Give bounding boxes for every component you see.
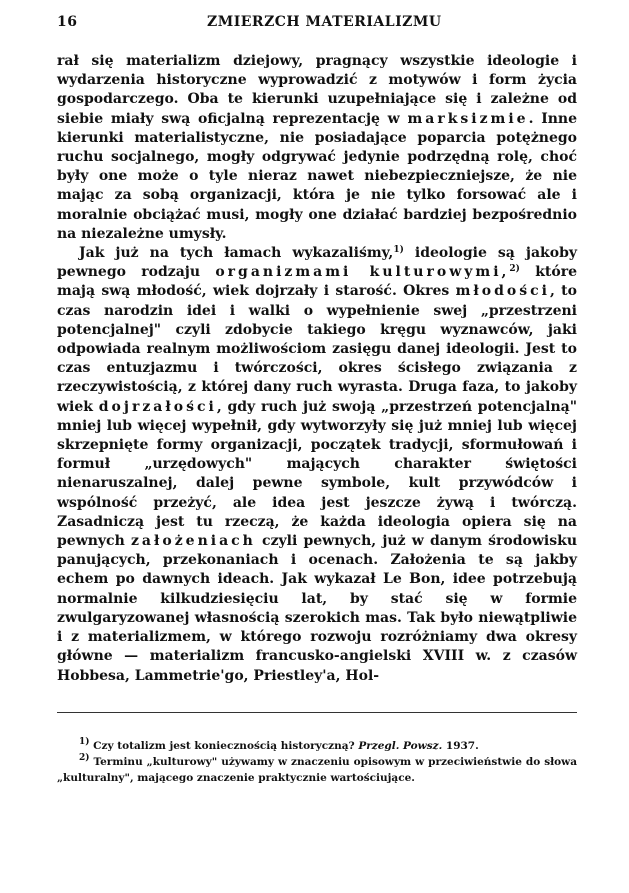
running-title: ZMIERZCH MATERIALIZMU xyxy=(207,14,442,30)
text-run: Jak już na tych łamach wykazaliśmy, xyxy=(79,245,394,262)
footnote-ref: 2) xyxy=(509,264,520,275)
footnote-mark: 1) xyxy=(79,737,90,747)
spaced-term: dojrzałości xyxy=(98,398,217,415)
footnote-year: 1937. xyxy=(442,740,479,752)
spaced-term: organizmami kulturowymi, xyxy=(215,264,510,281)
spaced-term: założeniach xyxy=(130,533,256,550)
text-run: ideologie są jakoby pewnego rodzaju xyxy=(57,245,577,281)
body-text xyxy=(57,52,577,686)
footnote-rule xyxy=(57,712,577,713)
footnote-2 xyxy=(57,754,577,786)
paragraph xyxy=(57,244,577,686)
footnote-1 xyxy=(57,738,577,754)
footnote-mark: 2) xyxy=(79,753,90,763)
page-number: 16 xyxy=(57,14,78,30)
footnote-text: Czy totalizm jest koniecznością historyczną? xyxy=(89,740,359,752)
text-run: , gdy ruch już swoją „przestrzeń potencjalną" mniej lub więcej wypełnił, gdy wytworzyły się już mniej lub więcej skrzepnięte formy organizacji, początek tradycji, sformułowań i formuł „urzędowych" mających charakter świętości nienaruszalnej, dalej pewne symbole, kult przywódców i wspólność przeżyć, ale idea jest jeszcze żywą i twórczą. Zasadniczą jest tu rzeczą, że każda ideologia opiera się na pewnych xyxy=(57,398,577,550)
footnote-source: Przegl. Powsz. xyxy=(358,740,443,752)
text-run: czyli pewnych, już w danym środowisku panujących, przekonaniach i ocenach. Założenia te są jakby echem po dawnych ideach. Jak wykazał Le Bon, idee potrzebują normalnie kilkudziesięciu lat, by stać się w formie zwulgaryzowanej własnością szerokich mas. Tak było niewątpliwie i z materializmem, w którego rozwoju rozróżniamy dwa okresy główne — materializm francusko-angielski XVIII w. z czasów Hobbesa, Lammetrie'go, Priestley'a, Hol- xyxy=(57,533,578,684)
footnote-text: Terminu „kulturowy" używamy w znaczeniu opisowym w przeciwieństwie do słowa „kulturalny", mającego znaczenie praktycznie wartościujące. xyxy=(57,756,577,784)
paragraph xyxy=(57,52,577,244)
footnotes xyxy=(57,738,577,786)
text-run: które mają swą młodość, wiek dojrzały i starość. Okres xyxy=(57,264,577,300)
spaced-term: marksizmie xyxy=(407,110,529,127)
footnote-ref: 1) xyxy=(393,245,404,256)
text-run: , to czas narodzin idei i walki o wypełnienie swej „przestrzeni potencjalnej" czyli zdobycie takiego kręgu wyznawców, jaki odpowiada realnym możliwościom zasięgu danej ideologii. Jest to czas entuzjazmu i twórczości, okres ścisłego związania z rzeczywistością, z której dany ruch wyrasta. Druga faza, to jakoby wiek xyxy=(57,283,577,415)
text-run: rał się materializm dziejowy, pragnący wszystkie ideologie i wydarzenia historyczne wyprowadzić z motywów i form życia gospodarczego. Oba te kierunki uzupełniające się i zależne od siebie miały swą oficjalną reprezentację w xyxy=(57,53,577,127)
text-run: . Inne kierunki materialistyczne, nie posiadające poparcia potężnego ruchu socjalnego, mogły odgrywać jedynie podrzędną rolę, choć były one może o tyle nieraz nawet niebezpieczniejsze, że nie mając za sobą organizacji, która je nie tylko forsować ale i moralnie obciążać musi, mogły one działać bardziej bezpośrednio na niezależne umysły. xyxy=(57,110,578,242)
spaced-term: młodości xyxy=(455,283,550,300)
